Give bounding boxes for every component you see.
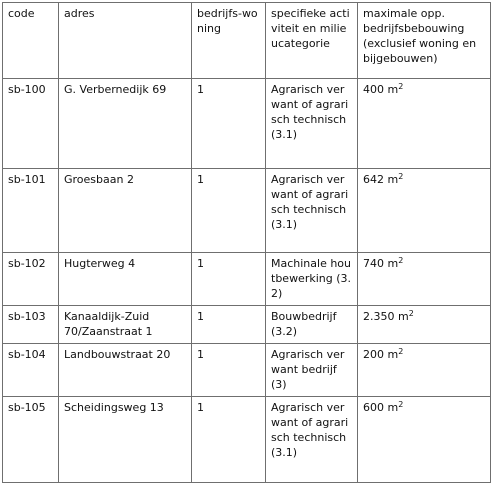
cell-adres: Kanaaldijk-Zuid 70/Zaanstraat 1 (59, 306, 192, 344)
cell-oppervlakte (358, 169, 491, 253)
cell-adres: Scheidingsweg 13 (59, 397, 192, 483)
cell-oppervlakte (358, 79, 491, 169)
table-row (3, 306, 491, 344)
opp-value: 642 m (363, 173, 399, 186)
cell-activiteit: Agrarisch verwant of agrarisch technisch (3.1) (266, 169, 358, 253)
cell-adres: G. Verbernedijk 69 (59, 79, 192, 169)
cell-activiteit: Agrarisch verwant of agrarisch technisch (3.1) (266, 79, 358, 169)
cell-adres: Groesbaan 2 (59, 169, 192, 253)
cell-oppervlakte (358, 306, 491, 344)
unit-exponent: 2 (408, 309, 414, 318)
opp-value: 400 m (363, 83, 399, 96)
unit-exponent: 2 (398, 172, 404, 181)
cell-code: sb-103 (3, 306, 59, 344)
bedrijven-table (2, 2, 491, 483)
cell-code: sb-104 (3, 344, 59, 397)
cell-adres: Landbouwstraat 20 (59, 344, 192, 397)
header-maximale-opp: maximale opp. bedrijfsbebouwing (exclusief woning en bijgebouwen) (358, 3, 491, 79)
table-row (3, 344, 491, 397)
cell-activiteit: Machinale houtbewerking (3.2) (266, 253, 358, 306)
unit-exponent: 2 (398, 400, 404, 409)
cell-oppervlakte (358, 253, 491, 306)
cell-activiteit: Agrarisch verwant bedrijf (3) (266, 344, 358, 397)
cell-activiteit: Agrarisch verwant of agrarisch technisch (3.1) (266, 397, 358, 483)
header-adres: adres (59, 3, 192, 79)
table-row (3, 79, 491, 169)
opp-value: 740 m (363, 257, 399, 270)
cell-bedrijfswoning: 1 (192, 306, 266, 344)
unit-exponent: 2 (398, 256, 404, 265)
header-code: code (3, 3, 59, 79)
cell-bedrijfswoning: 1 (192, 169, 266, 253)
cell-adres: Hugterweg 4 (59, 253, 192, 306)
opp-value: 200 m (363, 348, 399, 361)
opp-value: 600 m (363, 401, 399, 414)
header-specifieke-activiteit: specifieke activiteit en milieucategorie (266, 3, 358, 79)
cell-code: sb-100 (3, 79, 59, 169)
cell-bedrijfswoning: 1 (192, 397, 266, 483)
unit-exponent: 2 (398, 347, 404, 356)
cell-code: sb-101 (3, 169, 59, 253)
table-row (3, 169, 491, 253)
unit-exponent: 2 (398, 82, 404, 91)
cell-bedrijfswoning: 1 (192, 79, 266, 169)
header-bedrijfswoning: bedrijfs-woning (192, 3, 266, 79)
table-header-row (3, 3, 491, 79)
table-row (3, 253, 491, 306)
cell-code: sb-105 (3, 397, 59, 483)
cell-oppervlakte (358, 344, 491, 397)
cell-bedrijfswoning: 1 (192, 344, 266, 397)
cell-code: sb-102 (3, 253, 59, 306)
cell-bedrijfswoning: 1 (192, 253, 266, 306)
opp-value: 2.350 m (363, 310, 409, 323)
cell-activiteit: Bouwbedrijf (3.2) (266, 306, 358, 344)
